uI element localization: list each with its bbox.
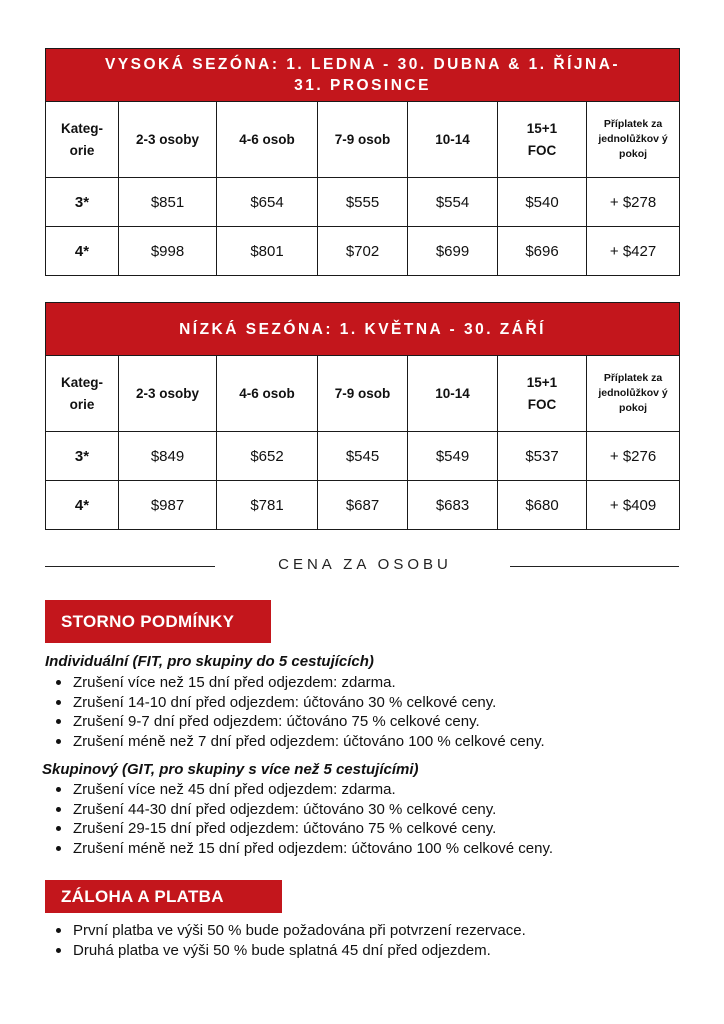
col-header-2-3: 2-3 osoby bbox=[119, 102, 217, 178]
payment-list bbox=[45, 921, 526, 960]
high-season-title: VYSOKÁ SEZÓNA: 1. LEDNA - 30. DUBNA & 1. ŘÍJNA- 31. PROSINCE bbox=[46, 49, 680, 102]
category-cell: 3* bbox=[46, 178, 119, 227]
list-item: Zrušení více než 15 dní před odjezdem: zdarma. bbox=[73, 673, 545, 693]
list-item: Zrušení méně než 7 dní před odjezdem: účtováno 100 % celkové ceny. bbox=[73, 732, 545, 750]
price-cell: $654 bbox=[217, 178, 318, 227]
supplement-cell: + $278 bbox=[587, 178, 680, 227]
list-item: Zrušení 44-30 dní před odjezdem: účtováno 30 % celkové ceny. bbox=[73, 800, 553, 820]
col-header-single-supplement: Příplatek za jednolůžkov ý pokoj bbox=[587, 102, 680, 178]
price-cell: $781 bbox=[217, 481, 318, 530]
category-cell: 4* bbox=[46, 481, 119, 530]
price-cell: $987 bbox=[119, 481, 217, 530]
col-header-2-3: 2-3 osoby bbox=[119, 356, 217, 432]
price-cell: $699 bbox=[408, 227, 498, 276]
category-cell: 3* bbox=[46, 432, 119, 481]
price-cell: $851 bbox=[119, 178, 217, 227]
col-header-7-9: 7-9 osob bbox=[318, 102, 408, 178]
low-season-title: NÍZKÁ SEZÓNA: 1. KVĚTNA - 30. ZÁŘÍ bbox=[46, 303, 680, 356]
price-cell: $687 bbox=[318, 481, 408, 530]
supplement-cell: + $409 bbox=[587, 481, 680, 530]
fit-title: Individuální (FIT, pro skupiny do 5 cestujících) bbox=[45, 653, 374, 670]
price-cell: $696 bbox=[498, 227, 587, 276]
git-list bbox=[45, 780, 553, 858]
col-header-category: Kateg- orie bbox=[46, 356, 119, 432]
high-season-table bbox=[45, 48, 680, 276]
supplement-cell: + $427 bbox=[587, 227, 680, 276]
list-item: Druhá platba ve výši 50 % bude splatná 45 dní před odjezdem. bbox=[73, 941, 526, 961]
divider-right bbox=[510, 566, 679, 567]
price-cell: $652 bbox=[217, 432, 318, 481]
price-cell: $702 bbox=[318, 227, 408, 276]
table-row bbox=[46, 432, 680, 481]
col-header-single-supplement: Příplatek za jednolůžkov ý pokoj bbox=[587, 356, 680, 432]
price-per-person-note: CENA ZA OSOBU bbox=[278, 556, 452, 573]
table-row bbox=[46, 178, 680, 227]
category-cell: 4* bbox=[46, 227, 119, 276]
price-cell: $680 bbox=[498, 481, 587, 530]
list-item: Zrušení více než 45 dní před odjezdem: zdarma. bbox=[73, 780, 553, 800]
list-item: První platba ve výši 50 % bude požadována při potvrzení rezervace. bbox=[73, 922, 526, 939]
price-cell: $801 bbox=[217, 227, 318, 276]
supplement-cell: + $276 bbox=[587, 432, 680, 481]
col-header-15-1-foc: 15+1 FOC bbox=[498, 356, 587, 432]
divider-left bbox=[45, 566, 215, 567]
col-header-10-14: 10-14 bbox=[408, 102, 498, 178]
payment-badge: ZÁLOHA A PLATBA bbox=[45, 880, 282, 913]
col-header-10-14: 10-14 bbox=[408, 356, 498, 432]
price-cell: $537 bbox=[498, 432, 587, 481]
col-header-4-6: 4-6 osob bbox=[217, 102, 318, 178]
storno-badge: STORNO PODMÍNKY bbox=[45, 600, 271, 643]
list-item: Zrušení 14-10 dní před odjezdem: účtováno 30 % celkové ceny. bbox=[73, 693, 545, 713]
low-season-table bbox=[45, 302, 680, 530]
git-title: Skupinový (GIT, pro skupiny s více než 5 cestujícími) bbox=[42, 761, 419, 778]
col-header-7-9: 7-9 osob bbox=[318, 356, 408, 432]
list-item: Zrušení méně než 15 dní před odjezdem: účtováno 100 % celkové ceny. bbox=[73, 839, 554, 857]
price-cell: $683 bbox=[408, 481, 498, 530]
table-row bbox=[46, 227, 680, 276]
list-item: Zrušení 29-15 dní před odjezdem: účtováno 75 % celkové ceny. bbox=[73, 819, 553, 839]
price-cell: $540 bbox=[498, 178, 587, 227]
col-header-4-6: 4-6 osob bbox=[217, 356, 318, 432]
price-cell: $545 bbox=[318, 432, 408, 481]
price-cell: $998 bbox=[119, 227, 217, 276]
price-cell: $554 bbox=[408, 178, 498, 227]
col-header-category: Kateg- orie bbox=[46, 102, 119, 178]
table-row bbox=[46, 481, 680, 530]
price-cell: $849 bbox=[119, 432, 217, 481]
price-cell: $555 bbox=[318, 178, 408, 227]
list-item: Zrušení 9-7 dní před odjezdem: účtováno 75 % celkové ceny. bbox=[73, 712, 545, 732]
fit-list bbox=[45, 673, 545, 751]
col-header-15-1-foc: 15+1 FOC bbox=[498, 102, 587, 178]
price-cell: $549 bbox=[408, 432, 498, 481]
